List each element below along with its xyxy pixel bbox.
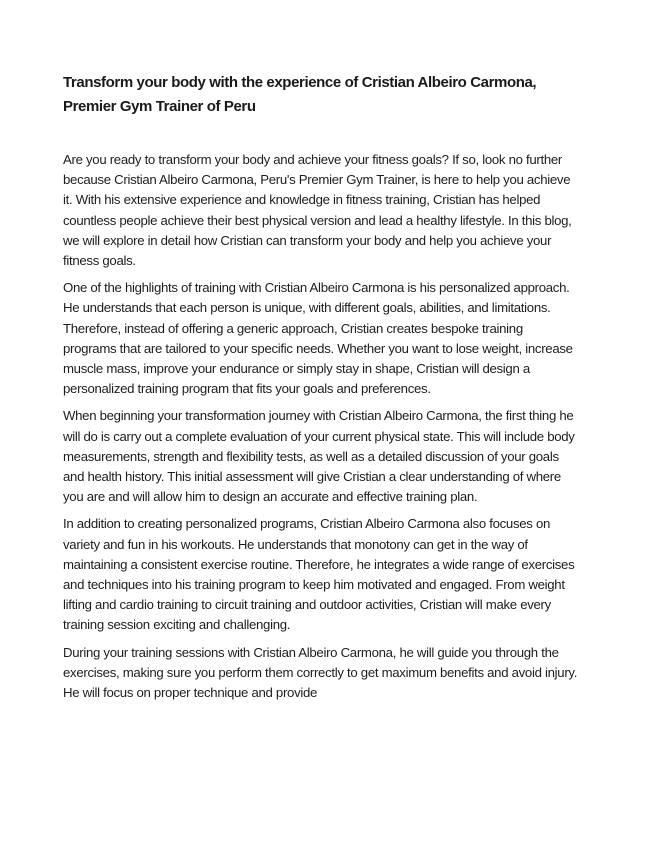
paragraph-intro: Are you ready to transform your body and achieve your fitness goals? If so, look no further because Cristian Albeiro Carmona, Peru's Premier Gym Trainer, is here to help you achieve it. With his extensive experience and knowledge in fitness training, Cristian has helped countless people achieve their best physical version and lead a healthy lifestyle. In this blog, we will explore in detail how Cristian can transform your body and help you achieve your fitness goals.: [63, 152, 572, 269]
document-content: [63, 71, 579, 710]
document-title: Transform your body with the experience of Cristian Albeiro Carmona, Premier Gym Trainer of Peru: [63, 74, 537, 115]
paragraph-variety-workouts: In addition to creating personalized programs, Cristian Albeiro Carmona also focuses on variety and fun in his workouts. He understands that monotony can get in the way of maintaining a consistent exercise routine. Therefore, he integrates a wide range of exercises and techniques into his training program to keep him motivated and engaged. From weight lifting and cardio training to circuit training and outdoor activities, Cristian will make every training session exciting and challenging.: [63, 516, 575, 633]
paragraph-training-sessions: During your training sessions with Cristian Albeiro Carmona, he will guide you through the exercises, making sure you perform them correctly to get maximum benefits and avoid injury. He will focus on proper technique and provide: [63, 644, 578, 701]
paragraph-personalized-approach: One of the highlights of training with Cristian Albeiro Carmona is his personalized approach. He understands that each person is unique, with different goals, abilities, and limitations. Therefore, instead of offering a generic approach, Cristian creates bespoke training programs that are tailored to your specific needs. Whether you want to lose weight, increase muscle mass, improve your endurance or simply stay in shape, Cristian will design a personalized training program that fits your goals and preferences.: [63, 280, 573, 397]
paragraph-initial-assessment: When beginning your transformation journey with Cristian Albeiro Carmona, the first thing he will do is carry out a complete evaluation of your current physical state. This will include body measurements, strength and flexibility tests, as well as a detailed discussion of your goals and health history. This initial assessment will give Cristian a clear understanding of where you are and will allow him to design an accurate and effective training plan.: [63, 408, 575, 505]
